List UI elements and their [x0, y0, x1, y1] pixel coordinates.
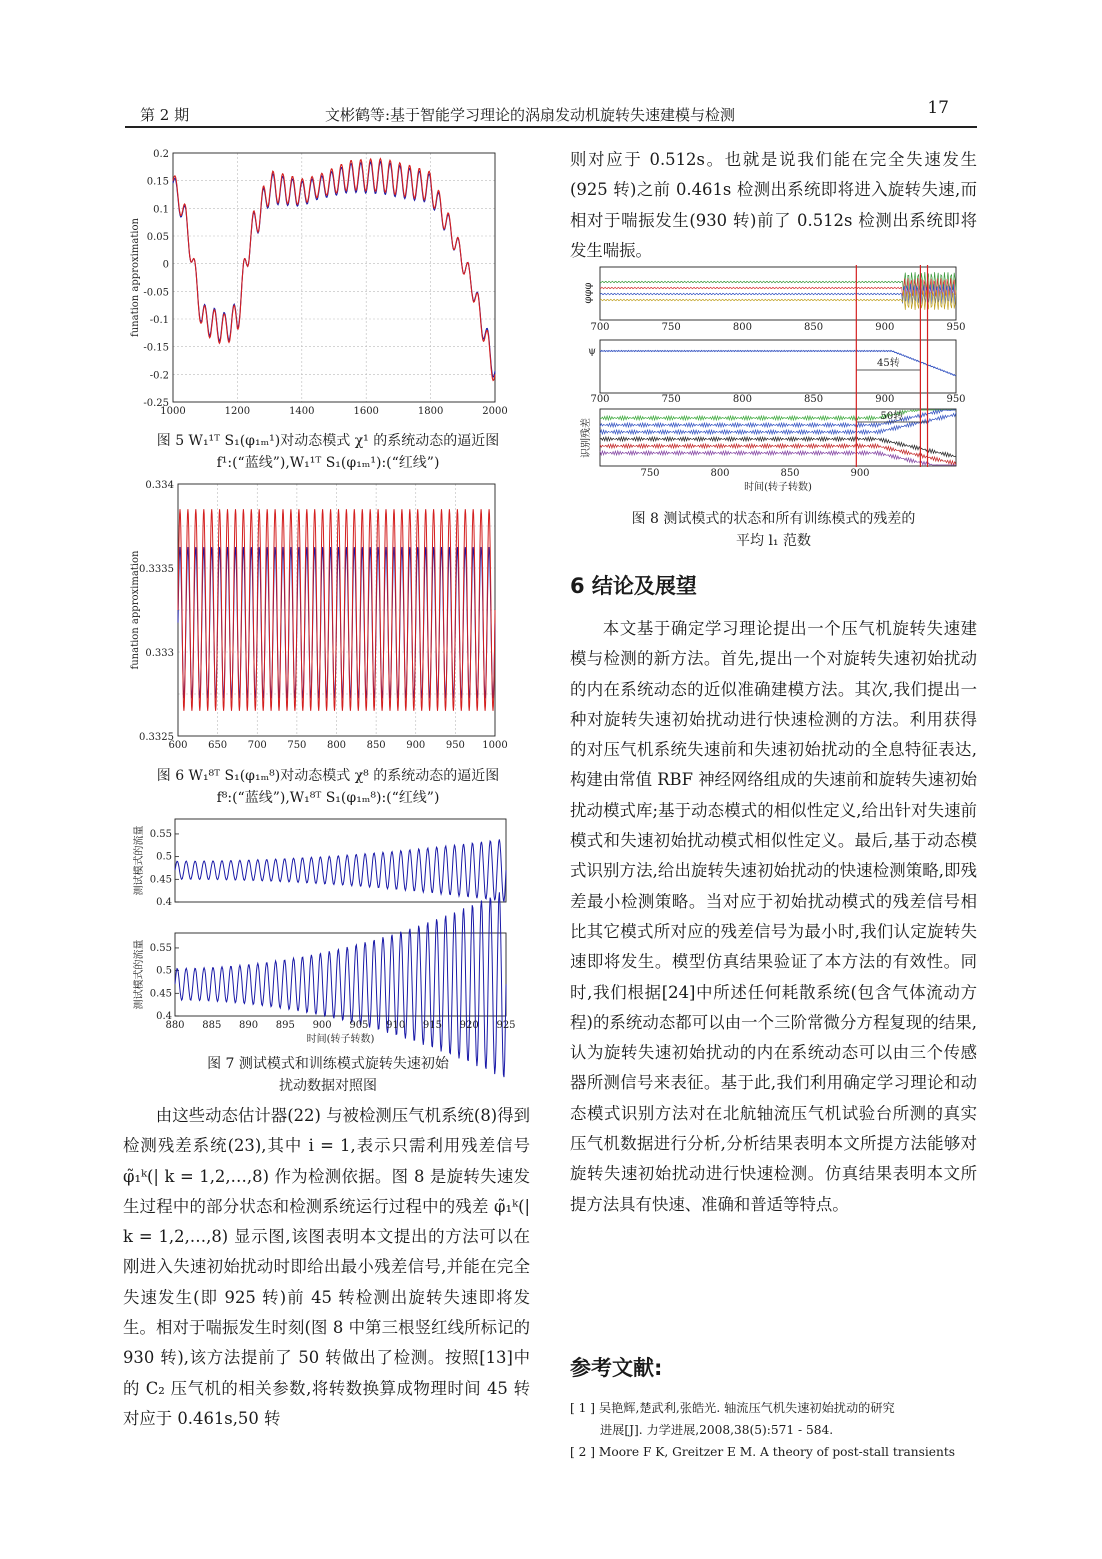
x-tick-label: 885 — [202, 1020, 222, 1031]
reference-1-line2: 进展[J]. 力学进展,2008,38(5):571 - 584. — [600, 1423, 834, 1437]
x-axis-label: 时间(转子转数) — [744, 482, 812, 493]
x-tick-label: 700 — [590, 322, 610, 333]
x-tick-label: 1400 — [289, 406, 315, 417]
right-top-text — [570, 145, 977, 266]
figure-6-plot — [128, 478, 508, 758]
page-number: 17 — [927, 98, 949, 118]
figure-7-caption — [128, 1053, 528, 1097]
right-top-paragraph: 则对应于 0.512s。也就是说我们能在完全失速发生(925 转)之前 0.461s 检测出系统即将进入旋转失速,而相对于喘振发生(930 转)前了 0.512s 检测出系统即将发生喘振。 — [570, 150, 977, 260]
x-tick-label: 895 — [275, 1020, 295, 1031]
y-tick-label: -0.25 — [143, 398, 169, 409]
section-6-title: 6 结论及展望 — [570, 574, 697, 598]
x-tick-label: 1000 — [160, 406, 186, 417]
x-tick-label: 800 — [326, 740, 347, 751]
y-tick-label: -0.15 — [143, 342, 169, 354]
reference-1-line1: [ 1 ] 吴艳辉,楚武利,张皓光. 轴流压气机失速初始扰动的研究 — [570, 1401, 895, 1415]
plot-frame — [600, 340, 956, 393]
y-tick-label: 0.4 — [156, 897, 172, 908]
y-axis-label: 测试模式的流量 — [134, 939, 145, 1010]
x-tick-label: 1800 — [417, 406, 444, 417]
x-axis-label: 时间(转子转数) — [306, 1034, 375, 1045]
y-tick-label: -0.1 — [149, 315, 169, 326]
x-tick-label: 950 — [946, 322, 966, 333]
figure-8-caption-line1: 图 8 测试模式的状态和所有训练模式的残差的 — [631, 511, 916, 527]
x-tick-label: 900 — [875, 394, 895, 405]
x-tick-label: 920 — [459, 1020, 479, 1031]
y-tick-label: 0.334 — [145, 480, 174, 491]
y-tick-label: 0.3325 — [139, 732, 174, 743]
figure-7-caption-line2: 扰动数据对照图 — [279, 1078, 377, 1094]
training-mode-curve — [175, 892, 506, 1077]
figure-5-plot — [128, 145, 508, 425]
x-tick-label: 800 — [732, 394, 752, 405]
x-tick-label: 1600 — [353, 406, 379, 417]
figure-8-caption-line2: 平均 l₁ 范数 — [736, 533, 811, 549]
psi-curve — [600, 350, 956, 376]
plot-frame — [173, 153, 495, 402]
x-tick-label: 850 — [366, 740, 386, 751]
figure-5-caption — [128, 430, 528, 474]
left-paragraph: 由这些动态估计器(22) 与被检测压气机系统(8)得到检测残差系统(23),其中 i = 1,表示只需利用残差信号 φ̃₁ᵏ(| k = 1,2,…,8) 作为检测依据。图 8 是旋转失速发生过程中的部分状态和检测系统运行过程中的残差 φ̃₁ᵏ(| k = 1,2,…,8) 显示图,该图表明本文提出的方法可以在刚进入失速初始扰动时即给出最小残差信号,并能在完全失速发生(即 925 转)前 45 转检测出旋转失速即将发生。相对于喘振发生时刻(图 8 中第三根竖红线所标记的 930 转),该方法提前了 50 转做出了检测。按照[13]中的 C₂ 压气机的相关参数,将转数换算成物理时间 45 转对应于 0.461s,50 转 — [123, 1106, 530, 1428]
y-tick-label: -0.05 — [143, 287, 169, 299]
x-tick-label: 900 — [312, 1020, 332, 1031]
x-tick-label: 2000 — [482, 406, 508, 417]
x-tick-label: 880 — [165, 1020, 185, 1031]
y-tick-label: 0.2 — [153, 149, 169, 160]
y-axis-label: funation approximation — [130, 550, 141, 670]
x-tick-label: 1000 — [482, 740, 508, 751]
x-tick-label: 700 — [247, 740, 267, 751]
running-title: 文彬鹤等:基于智能学习理论的涡扇发动机旋转失速建模与检测 — [325, 106, 736, 124]
x-tick-label: 750 — [287, 740, 307, 751]
x-tick-label: 650 — [208, 740, 228, 751]
psi-label: ψ — [588, 346, 596, 357]
x-tick-label: 900 — [406, 740, 426, 751]
x-tick-label: 850 — [804, 394, 824, 405]
x-tick-label: 950 — [946, 394, 966, 405]
x-tick-label: 950 — [445, 740, 465, 751]
y-tick-label: 0.4 — [156, 1011, 172, 1022]
x-tick-label: 905 — [349, 1020, 369, 1031]
annotation-50: 50转 — [880, 411, 904, 422]
phi-label: φφφ — [583, 282, 594, 304]
y-tick-label: 0.5 — [156, 965, 172, 977]
figure-7 — [128, 815, 518, 1050]
x-tick-label: 750 — [661, 322, 681, 333]
references-list — [570, 1397, 980, 1463]
x-tick-label: 910 — [386, 1020, 406, 1031]
x-tick-label: 850 — [780, 468, 800, 479]
y-tick-label: 0.5 — [156, 851, 172, 863]
state-curve — [600, 278, 956, 298]
x-tick-label: 915 — [422, 1020, 442, 1031]
y-tick-label: 0 — [162, 259, 169, 271]
x-tick-label: 900 — [875, 322, 895, 333]
y-tick-label: 0.05 — [146, 232, 169, 243]
x-tick-label: 850 — [804, 322, 824, 333]
y-tick-label: 0.45 — [149, 874, 172, 886]
y-tick-label: 0.1 — [153, 204, 169, 216]
figure-8-caption — [570, 508, 977, 552]
figure-5-caption-line1: 图 5 W₁¹ᵀ S₁(φ₁ₘ¹)对动态模式 χ¹ 的系统动态的逼近图 — [156, 433, 500, 449]
x-tick-label: 750 — [661, 394, 681, 405]
left-body-text — [123, 1101, 530, 1434]
x-tick-label: 890 — [239, 1020, 259, 1031]
x-tick-label: 925 — [496, 1020, 516, 1031]
red-curve — [173, 159, 495, 381]
x-tick-label: 800 — [732, 322, 752, 333]
y-tick-label: 0.333 — [145, 648, 174, 659]
y-axis-label: funation approximation — [130, 218, 141, 337]
y-tick-label: 0.3335 — [139, 564, 174, 575]
y-axis-label: 测试模式的流量 — [134, 825, 145, 896]
y-tick-label: 0.55 — [149, 942, 172, 954]
x-tick-label: 900 — [850, 468, 870, 479]
figure-8-plot — [575, 262, 975, 500]
figure-5-caption-line2: f¹:(“蓝线”),W₁¹ᵀ S₁(φ₁ₘ¹):(“红线”) — [216, 455, 440, 471]
x-tick-label: 700 — [590, 394, 610, 405]
figure-6-caption-line1: 图 6 W₁⁸ᵀ S₁(φ₁ₘ⁸)对动态模式 χ⁸ 的系统动态的逼近图 — [156, 768, 500, 784]
figure-6-caption-line2: f⁸:(“蓝线”),W₁⁸ᵀ S₁(φ₁ₘ⁸):(“红线”) — [216, 790, 440, 806]
figure-5 — [128, 145, 508, 425]
y-tick-label: 0.15 — [146, 176, 169, 188]
annotation-45: 45转 — [876, 358, 900, 369]
page-header — [125, 96, 977, 128]
test-mode-curve — [175, 839, 506, 901]
y-tick-label: 0.55 — [149, 828, 172, 840]
references-title: 参考文献: — [570, 1356, 663, 1380]
figure-6 — [128, 478, 508, 758]
figure-6-caption — [128, 765, 528, 809]
section-6-body — [570, 614, 977, 1220]
x-tick-label: 1200 — [224, 406, 251, 417]
y-tick-label: 0.45 — [149, 988, 172, 1000]
x-tick-label: 800 — [710, 468, 730, 479]
y-tick-label: -0.2 — [149, 370, 169, 382]
reference-2: [ 2 ] Moore F K, Greitzer E M. A theory of post-stall transients — [570, 1445, 956, 1459]
figure-7-plot — [128, 815, 518, 1050]
figure-8 — [575, 262, 975, 500]
x-tick-label: 750 — [640, 468, 660, 479]
issue-number: 第 2 期 — [140, 106, 190, 124]
blue-curve — [173, 162, 495, 377]
section-6-paragraph: 本文基于确定学习理论提出一个压气机旋转失速建模与检测的新方法。首先,提出一个对旋转失速初始扰动的内在系统动态的近似准确建模方法。其次,我们提出一种对旋转失速初始扰动进行快速检测的方法。利用获得的对压气机系统失速前和失速初始扰动的全息特征表达,构建由常值 RBF 神经网络组成的失速前和旋转失速初始扰动模式库;基于动态模式的相似性定义,给出针对失速前模式和失速初始扰动模式相似性定义。最后,基于动态模式识别方法,给出旋转失速初始扰动的快速检测策略,即残差最小检测策略。当对应于初始扰动模式的残差信号相比其它模式所对应的残差信号为最小时,我们认定旋转失速即将发生。模型仿真结果验证了本方法的有效性。同时,我们根据[24]中所述任何耗散系统(包含气体流动方程)的系统动态都可以由一个三阶常微分方程复现的结果,认为旋转失速初始扰动的内在系统动态可以由三个传感器所测信号来表征。基于此,我们利用确定学习理论和动态模式识别方法对在北航轴流压气机试验台所测的真实压气机数据进行分析,分析结果表明本文所提方法能够对旋转失速初始扰动进行快速检测。仿真结果表明本文所提方法具有快速、准确和普适等特点。 — [570, 619, 977, 1214]
x-tick-label: 600 — [168, 740, 188, 751]
residual-label: 识别残差 — [581, 418, 592, 458]
figure-7-caption-line1: 图 7 测试模式和训练模式旋转失速初始 — [207, 1056, 449, 1072]
